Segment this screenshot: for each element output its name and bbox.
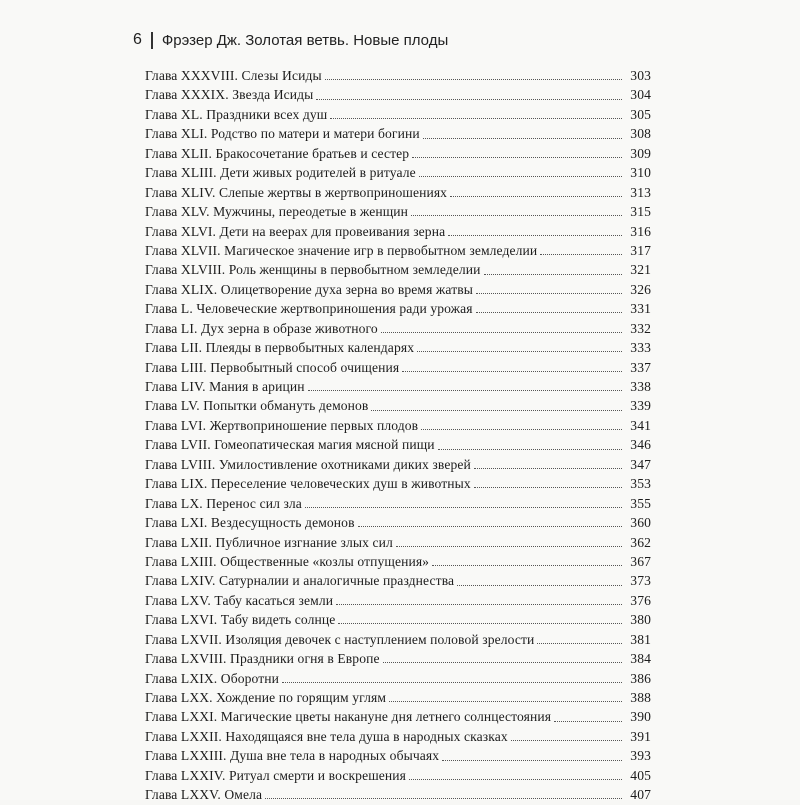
page-number: 6 [133, 31, 142, 48]
toc-entry [145, 649, 651, 668]
toc-entry-title: Глава LXIII. Общественные «козлы отпущения» [145, 553, 430, 569]
dot-leader [540, 254, 622, 255]
dot-leader [419, 176, 622, 177]
dot-leader [421, 429, 622, 430]
toc-entry-page: 381 [630, 631, 651, 647]
dot-leader [432, 565, 622, 566]
toc-entry-title: Глава LXI. Вездесущность демонов [145, 515, 355, 531]
toc-entry [145, 260, 651, 279]
toc-entry [145, 746, 651, 765]
dot-leader [474, 468, 622, 469]
toc-entry-title: Глава LIX. Переселение человеческих душ в животных [145, 476, 471, 492]
toc-entry-page: 310 [630, 165, 651, 181]
toc-entry-title: Глава LXV. Табу касаться земли [145, 592, 334, 608]
dot-leader [412, 157, 622, 158]
toc-entry-title: Глава LIV. Мания в арицин [145, 379, 305, 394]
toc-entry-title: Глава LXXIV. Ритуал смерти и воскрешения [145, 767, 407, 783]
toc-entry-page: 339 [630, 398, 651, 414]
dot-leader [476, 293, 622, 294]
toc-entry-title: Глава LVI. Жертвоприношение первых плодов [145, 417, 419, 433]
toc-entry-title: Глава LII. Плеяды в первобытных календарях [145, 340, 415, 356]
dot-leader [396, 546, 622, 547]
toc-entry-title: Глава LXXIII. Душа вне тела в народных обычаях [145, 748, 440, 764]
toc-entry [145, 280, 651, 299]
toc-entry [145, 494, 651, 513]
dot-leader [381, 332, 622, 333]
toc-entry-title: Глава LVIII. Умилостивление охотниками диких зверей [145, 456, 471, 472]
toc-entry-page: 360 [630, 515, 651, 531]
toc-entry [145, 358, 651, 377]
toc-entry [145, 319, 651, 338]
dot-leader [383, 662, 622, 663]
dot-leader [371, 410, 622, 411]
toc-entry [145, 727, 651, 746]
dot-leader [457, 585, 622, 586]
dot-leader [537, 643, 622, 644]
toc-entry-title: Глава XLVII. Магическое значение игр в первобытном земледелии [145, 242, 538, 258]
toc-entry-title: Глава XLIV. Слепые жертвы в жертвоприношениях [145, 184, 448, 200]
toc-entry-title: Глава LXXII. Находящаяся вне тела душа в народных сказках [145, 728, 508, 744]
toc-entry-title: Глава LXVII. Изоляция девочек с наступлением половой зрелости [145, 631, 535, 647]
toc-entry [145, 571, 651, 590]
toc-entry-title: Глава LXXI. Магические цветы накануне дня летнего солнцестояния [145, 709, 552, 725]
dot-leader [438, 449, 622, 450]
dot-leader [554, 721, 622, 722]
toc-entry [145, 513, 651, 532]
toc-entry-page: 303 [630, 68, 651, 83]
toc-entry-title: Глава L. Человеческие жертвоприношения ради урожая [145, 301, 473, 317]
dot-leader [423, 138, 622, 139]
toc-entry-page: 390 [630, 709, 651, 725]
toc-entry-page: 317 [630, 242, 651, 258]
dot-leader [448, 235, 622, 236]
dot-leader [442, 760, 622, 761]
dot-leader [325, 79, 622, 80]
toc-entry-page: 393 [630, 748, 651, 764]
toc-entry-page: 326 [630, 281, 651, 297]
dot-leader [316, 99, 622, 100]
toc-entry-page: 388 [630, 690, 651, 705]
toc-entry-page: 332 [630, 320, 651, 336]
toc-entry [145, 669, 651, 688]
toc-entry-page: 391 [630, 728, 651, 744]
toc-entry [145, 124, 651, 143]
toc-entry [145, 552, 651, 571]
toc-entry-page: 353 [630, 476, 651, 492]
toc-entry-title: Глава XLI. Родство по матери и матери богини [145, 126, 420, 142]
dot-leader [358, 526, 622, 527]
toc-entry-page: 313 [630, 184, 651, 200]
toc-entry-title: Глава XXXIX. Звезда Исиды [145, 87, 314, 103]
toc-entry-page: 347 [630, 456, 651, 472]
toc-entry-page: 333 [630, 340, 651, 356]
toc-entry-page: 338 [630, 379, 651, 394]
toc-entry-page: 305 [630, 106, 651, 122]
toc-entry [145, 105, 651, 124]
toc-entry [145, 163, 651, 182]
toc-entry-title: Глава XLVIII. Роль женщины в первобытном земледелии [145, 262, 481, 278]
dot-leader [338, 623, 622, 624]
toc-entry-title: Глава LXVIII. Праздники огня в Европе [145, 651, 380, 667]
toc-entry-page: 308 [630, 126, 651, 142]
toc-entry-page: 346 [630, 437, 651, 453]
toc-entry-page: 321 [630, 262, 651, 278]
toc-entry-title: Глава LXXV. Омела [145, 787, 263, 803]
dot-leader [330, 118, 622, 119]
toc-entry [145, 455, 651, 474]
toc-entry-page: 405 [630, 767, 651, 783]
dot-leader [305, 507, 622, 508]
running-title: Фрэзер Дж. Золотая ветвь. Новые плоды [161, 31, 449, 49]
dot-leader [409, 779, 622, 780]
toc-entry [145, 299, 651, 318]
toc-entry-page: 316 [630, 223, 651, 239]
dot-leader [484, 274, 622, 275]
toc-entry-page: 337 [630, 359, 651, 375]
toc-entry [145, 66, 651, 85]
toc-entry [145, 435, 651, 454]
toc-entry-title: Глава LV. Попытки обмануть демонов [145, 398, 369, 414]
toc-entry [145, 610, 651, 629]
header-separator [151, 32, 153, 49]
toc-entry-page: 376 [630, 592, 651, 608]
toc-entry [145, 144, 651, 163]
toc-entry [145, 338, 651, 357]
dot-leader [511, 740, 622, 741]
dot-leader [474, 487, 622, 488]
toc-entry-title: Глава LXIX. Оборотни [145, 670, 280, 686]
dot-leader [411, 215, 622, 216]
dot-leader [476, 312, 622, 313]
toc-entry-title: Глава XLVI. Дети на веерах для провеивания зерна [145, 223, 446, 239]
toc-entry-title: Глава XLV. Мужчины, переодетые в женщин [145, 204, 409, 220]
toc-entry [145, 533, 651, 552]
toc-entry [145, 241, 651, 260]
toc-entry-title: Глава LXII. Публичное изгнание злых сил [145, 534, 393, 550]
toc-entry-page: 386 [630, 670, 651, 686]
toc-entry-title: Глава LXIV. Сатурналии и аналогичные празднества [145, 573, 455, 589]
table-of-contents [145, 66, 651, 805]
toc-entry [145, 474, 651, 493]
toc-entry-page: 384 [630, 651, 651, 667]
dot-leader [417, 351, 622, 352]
toc-entry [145, 202, 651, 221]
toc-entry-title: Глава LXX. Хождение по горящим углям [145, 690, 387, 705]
toc-entry [145, 222, 651, 241]
toc-entry-page: 367 [630, 553, 651, 569]
toc-entry-page: 373 [630, 573, 651, 589]
toc-entry-title: Глава XL. Праздники всех душ [145, 106, 328, 122]
toc-entry-page: 341 [630, 417, 651, 433]
toc-entry [145, 688, 651, 707]
dot-leader [402, 371, 622, 372]
toc-entry [145, 766, 651, 785]
running-header [133, 30, 448, 50]
toc-entry-title: Глава LVII. Гомеопатическая магия мясной пищи [145, 437, 435, 453]
toc-entry [145, 591, 651, 610]
toc-entry-page: 309 [630, 145, 651, 161]
toc-entry [145, 377, 651, 396]
toc-entry-title: Глава XLIII. Дети живых родителей в ритуале [145, 165, 416, 181]
dot-leader [265, 798, 622, 799]
toc-entry-page: 315 [630, 204, 651, 220]
toc-entry [145, 85, 651, 104]
toc-entry-page: 380 [630, 612, 651, 628]
toc-entry-title: Глава XLIX. Олицетворение духа зерна во время жатвы [145, 281, 474, 297]
toc-entry-title: Глава LX. Перенос сил зла [145, 495, 302, 511]
toc-entry-page: 355 [630, 495, 651, 511]
toc-entry-title: Глава LXVI. Табу видеть солнце [145, 612, 336, 628]
toc-entry [145, 183, 651, 202]
toc-entry-title: Глава LI. Дух зерна в образе животного [145, 320, 378, 336]
toc-entry-page: 362 [630, 534, 651, 550]
toc-entry-page: 407 [630, 787, 651, 803]
toc-entry-title: Глава XLII. Бракосочетание братьев и сестер [145, 145, 410, 161]
toc-entry-page: 331 [630, 301, 651, 317]
toc-entry-title: Глава XXXVIII. Слезы Исиды [145, 68, 322, 83]
toc-entry [145, 416, 651, 435]
dot-leader [389, 701, 622, 702]
toc-entry-page: 304 [630, 87, 651, 103]
dot-leader [308, 390, 622, 391]
toc-entry-title: Глава LIII. Первобытный способ очищения [145, 359, 400, 375]
dot-leader [336, 604, 622, 605]
dot-leader [282, 682, 622, 683]
toc-entry [145, 707, 651, 726]
toc-entry [145, 630, 651, 649]
toc-entry [145, 396, 651, 415]
toc-entry [145, 785, 651, 804]
dot-leader [450, 196, 622, 197]
